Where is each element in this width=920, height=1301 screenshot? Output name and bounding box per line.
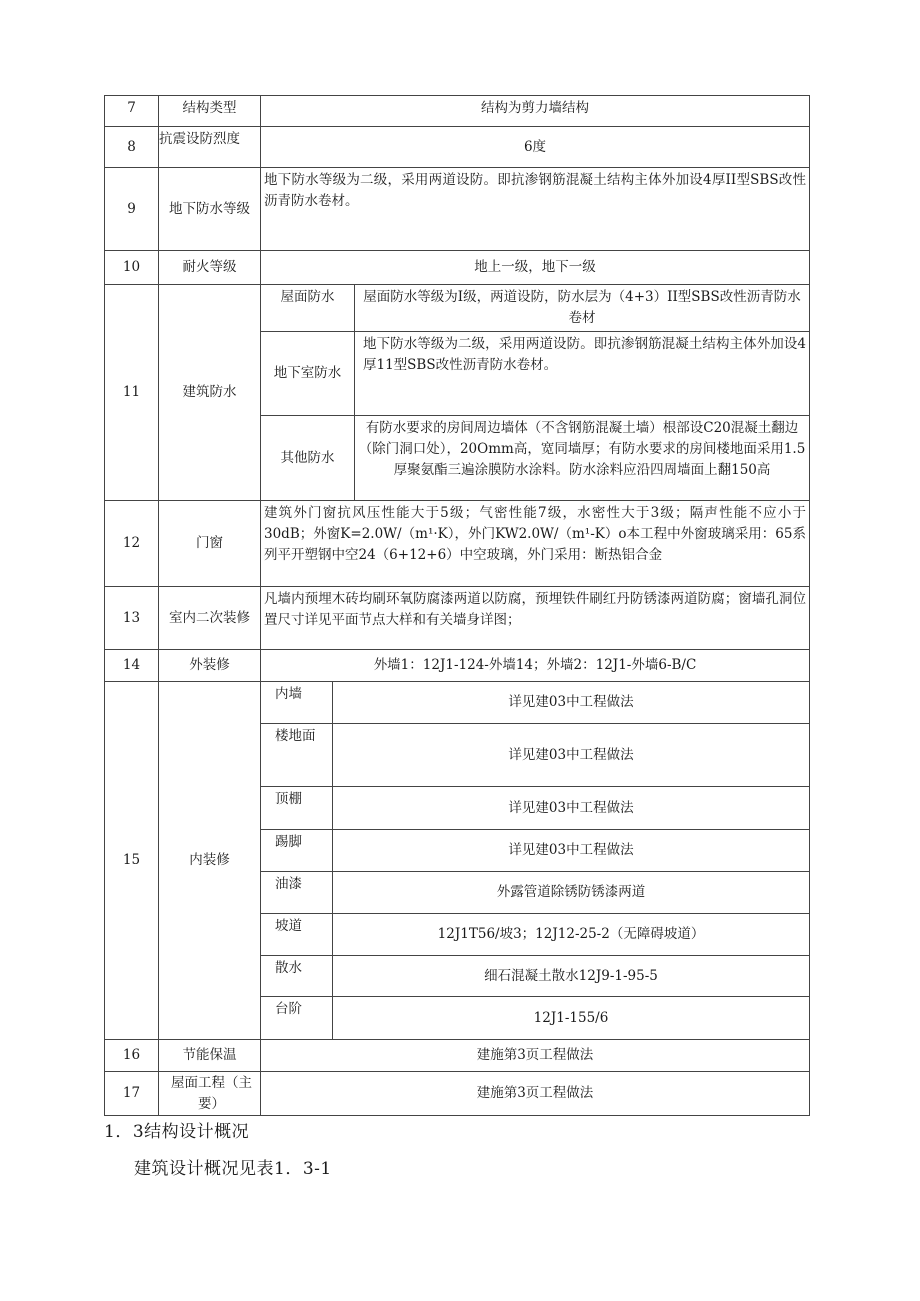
row-item: 抗震设防烈度 [159,127,261,168]
row-number: 16 [105,1040,159,1072]
row-number: 11 [105,285,159,501]
row-number: 7 [105,96,159,127]
sub-label: 地下室防水 [261,332,355,416]
table-row [105,1040,810,1072]
sub-content: 详见建03中工程做法 [333,787,810,830]
row-item: 结构类型 [159,96,261,127]
row-number: 15 [105,682,159,1040]
section-heading: 1．3结构设计概况 [104,1122,250,1142]
row-content: 建施第3页工程做法 [261,1040,810,1072]
sub-content: 外露管道除锈防锈漆两道 [333,872,810,914]
table-row [105,1072,810,1116]
table-row [105,168,810,251]
table-caption: 建筑设计概况见表1．3-1 [134,1159,332,1179]
sub-label: 其他防水 [261,416,355,501]
row-number: 10 [105,251,159,285]
row-number: 9 [105,168,159,251]
row-content: 凡墙内预埋木砖均刷环氧防腐漆两道以防腐，预埋铁件刷红丹防锈漆两道防腐；窗墙孔洞位置尺寸详见平面节点大样和有关墙身详图； [261,587,810,650]
row-item: 外装修 [159,650,261,682]
row-number: 12 [105,501,159,587]
sub-label: 油漆 [261,872,333,914]
sub-label: 楼地面 [261,724,333,787]
sub-label: 顶棚 [261,787,333,830]
sub-content: 有防水要求的房间周边墙体（不含钢筋混凝土墙）根部设C20混凝土翻边（除门洞口处），20Omm高，宽同墙厚；有防水要求的房间楼地面采用1.5厚聚氨酯三遍涂膜防水涂料。防水涂料应沿四周墙面上翻150高 [355,416,810,501]
row-content: 建施第3页工程做法 [261,1072,810,1116]
row-number: 13 [105,587,159,650]
sub-content: 细石混凝土散水12J9-1-95-5 [333,956,810,997]
sub-content: 地下防水等级为二级，采用两道设防。即抗渗钢筋混凝土结构主体外加设4厚11型SBS改性沥青防水卷材。 [355,332,810,416]
table-row [105,127,810,168]
row-item: 建筑防水 [159,285,261,501]
table-row [105,501,810,587]
table-row [105,587,810,650]
sub-content: 屋面防水等级为I级，两道设防，防水层为（4+3）II型SBS改性沥青防水卷材 [355,285,810,332]
row-content: 地上一级，地下一级 [261,251,810,285]
sub-content: 详见建03中工程做法 [333,682,810,724]
row-number: 14 [105,650,159,682]
design-overview-table [104,95,810,1116]
sub-content: 详见建03中工程做法 [333,724,810,787]
row-number: 8 [105,127,159,168]
row-item: 节能保温 [159,1040,261,1072]
sub-label: 台阶 [261,997,333,1040]
table-row [105,682,810,724]
table-row [105,251,810,285]
row-content: 建筑外门窗抗风压性能大于5级；气密性能7级，水密性大于3级；隔声性能不应小于30dB；外窗K=2.0W/（m¹·K），外门KW2.0W/（m¹-K）o本工程中外窗玻璃采用：65系列平开塑钢中空24（6+12+6）中空玻璃，外门采用：断热铝合金 [261,501,810,587]
sub-label: 散水 [261,956,333,997]
row-item: 耐火等级 [159,251,261,285]
row-content: 结构为剪力墙结构 [261,96,810,127]
sub-content: 12J1T56/坡3；12J12-25-2（无障碍坡道） [333,914,810,956]
sub-label: 屋面防水 [261,285,355,332]
sub-content: 12J1-155/6 [333,997,810,1040]
sub-label: 踢脚 [261,830,333,872]
sub-label: 内墙 [261,682,333,724]
row-item: 地下防水等级 [159,168,261,251]
row-item: 门窗 [159,501,261,587]
table-row [105,285,810,332]
sub-content: 详见建03中工程做法 [333,830,810,872]
row-content: 外墙1：12J1-124-外墙14；外墙2：12J1-外墙6-B/C [261,650,810,682]
row-item: 室内二次装修 [159,587,261,650]
row-content: 6度 [261,127,810,168]
row-number: 17 [105,1072,159,1116]
sub-label: 坡道 [261,914,333,956]
row-item: 屋面工程（主要） [159,1072,261,1116]
table-row [105,650,810,682]
row-item: 内装修 [159,682,261,1040]
row-content: 地下防水等级为二级，采用两道设防。即抗渗钢筋混凝土结构主体外加设4厚II型SBS改性沥青防水卷材。 [261,168,810,251]
table-row [105,96,810,127]
